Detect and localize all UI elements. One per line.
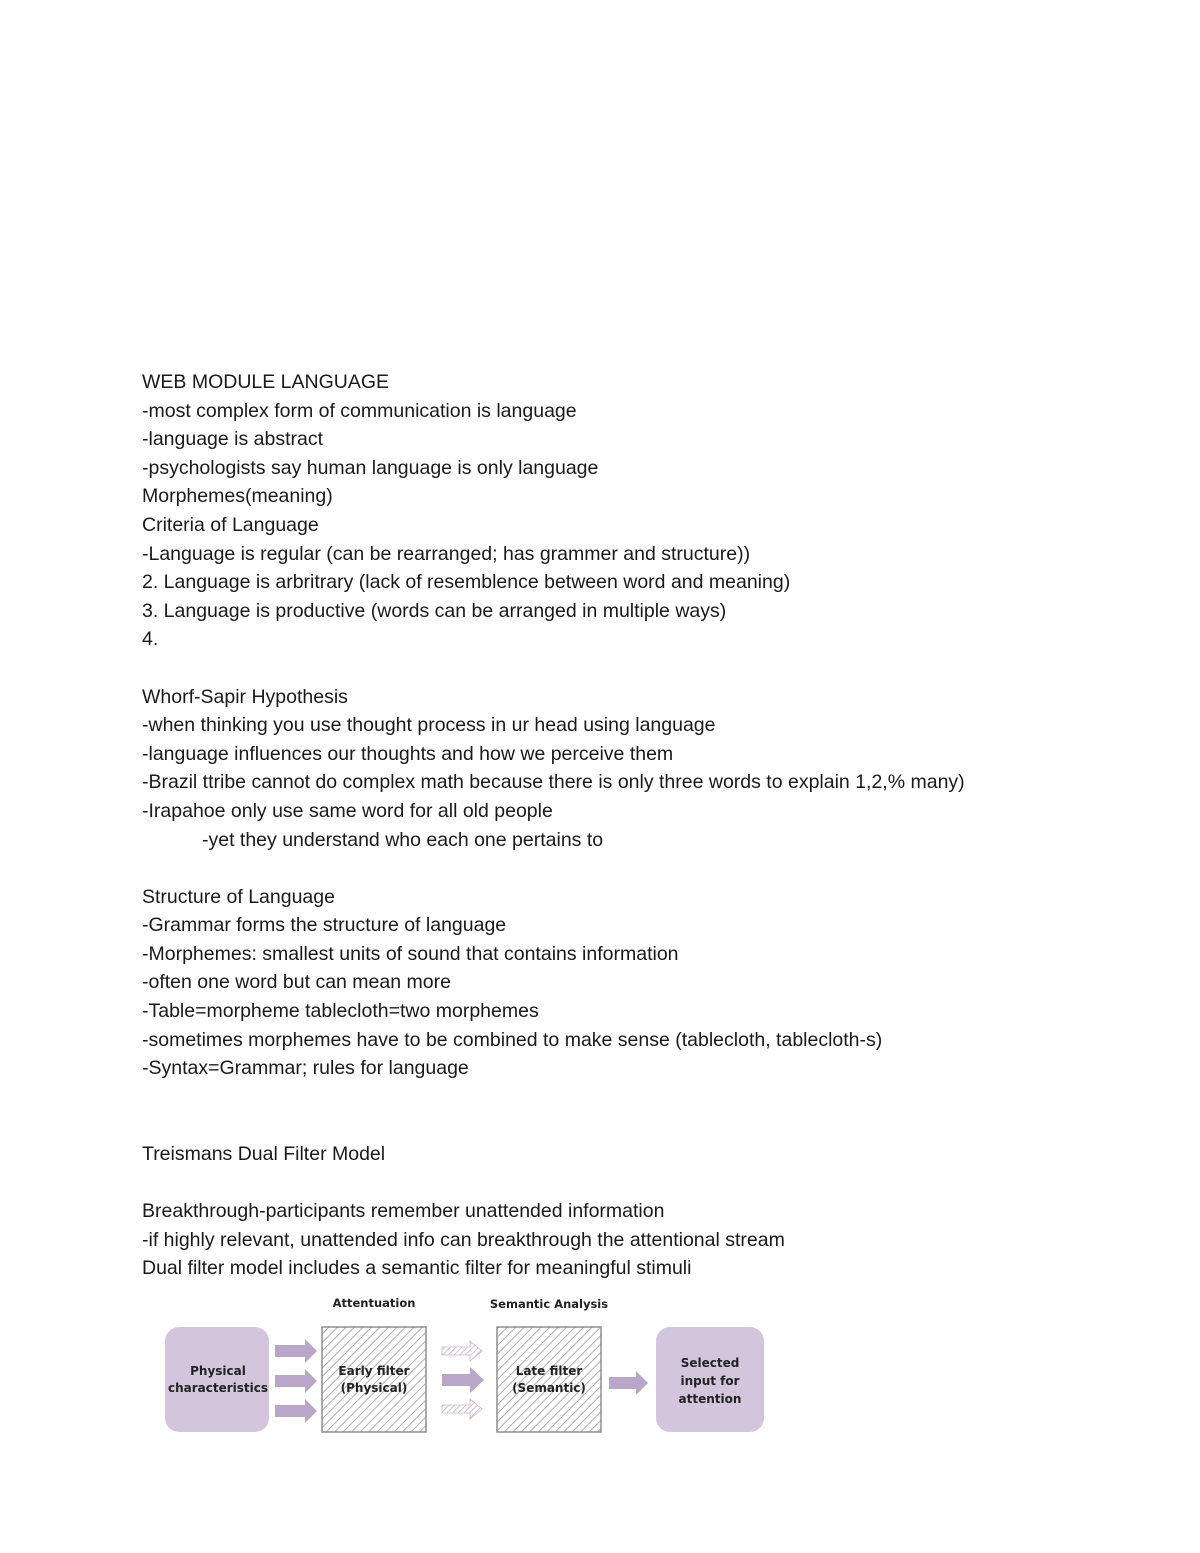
- box-physical-characteristics: [165, 1327, 269, 1432]
- arrow-attenuated-icon: [442, 1341, 482, 1361]
- arrow-right-icon: [275, 1339, 317, 1363]
- note-line: -Syntax=Grammar; rules for language: [142, 1057, 469, 1080]
- dual-filter-svg: [162, 1290, 772, 1440]
- blank-line: [142, 1083, 1142, 1112]
- arrow-right-icon: [275, 1399, 317, 1423]
- note-line: Breakthrough-participants remember unattended information: [142, 1200, 665, 1223]
- note-line: Criteria of Language: [142, 513, 319, 536]
- note-line: -if highly relevant, unattended info can breakthrough the attentional stream: [142, 1228, 785, 1251]
- notes-title: WEB MODULE LANGUAGE: [142, 371, 390, 393]
- note-line: -Brazil ttribe cannot do complex math because there is only three words to explain 1,2,% many): [142, 771, 965, 794]
- note-line: -language influences our thoughts and how we perceive them: [142, 742, 674, 765]
- note-line: -psychologists say human language is only language: [142, 456, 599, 479]
- note-line: 2. Language is arbritrary (lack of resemblence between word and meaning): [142, 571, 791, 594]
- section-heading-whorf: Whorf-Sapir Hypothesis: [142, 685, 348, 708]
- blank-line: [142, 654, 1142, 683]
- note-line: -Table=morpheme tablecloth=two morphemes: [142, 1000, 539, 1023]
- notes-body: [142, 368, 1142, 1283]
- box1-line1: Physical: [190, 1364, 246, 1378]
- box4-line2: input for: [680, 1374, 740, 1388]
- box4-line1: Selected: [680, 1356, 740, 1370]
- box2-line2: (Physical): [340, 1381, 408, 1395]
- note-line: -when thinking you use thought process in ur head using language: [142, 714, 716, 737]
- box-late-filter: [497, 1327, 601, 1432]
- note-line: -Grammar forms the structure of language: [142, 914, 507, 937]
- note-line: Dual filter model includes a semantic filter for meaningful stimuli: [142, 1257, 692, 1280]
- blank-line: [142, 854, 1142, 883]
- note-line: -language is abstract: [142, 428, 324, 451]
- arrows-solid-group: [275, 1339, 317, 1423]
- box3-line1: Late filter: [515, 1364, 583, 1378]
- section-heading-treisman: Treismans Dual Filter Model: [142, 1143, 386, 1166]
- note-subline: -yet they understand who each one pertains to: [202, 828, 604, 851]
- label-semantic-analysis: Semantic Analysis: [489, 1297, 609, 1311]
- arrow-attenuated-icon: [442, 1399, 482, 1419]
- arrow-right-icon: [609, 1371, 648, 1395]
- note-line: 3. Language is productive (words can be arranged in multiple ways): [142, 599, 727, 622]
- dual-filter-diagram: [162, 1290, 772, 1440]
- blank-line: [142, 1169, 1142, 1198]
- note-line: Morphemes(meaning): [142, 485, 333, 508]
- box3-line2: (Semantic): [512, 1381, 586, 1395]
- note-line: -often one word but can mean more: [142, 971, 451, 994]
- note-line: -sometimes morphemes have to be combined to make sense (tablecloth, tablecloth-s): [142, 1028, 883, 1051]
- arrow-right-icon: [275, 1369, 317, 1393]
- label-attenuation: Attentuation: [332, 1296, 416, 1310]
- blank-line: [142, 1111, 1142, 1140]
- note-line: -Irapahoe only use same word for all old people: [142, 799, 553, 822]
- arrow-right-icon: [442, 1367, 484, 1393]
- box-early-filter: [322, 1327, 426, 1432]
- note-line: -Morphemes: smallest units of sound that contains information: [142, 942, 679, 965]
- note-line: 4.: [142, 628, 159, 651]
- section-heading-structure: Structure of Language: [142, 885, 335, 908]
- box1-line2: characteristics: [167, 1381, 269, 1395]
- note-line: -most complex form of communication is language: [142, 399, 577, 422]
- note-line: -Language is regular (can be rearranged; has grammer and structure)): [142, 542, 751, 565]
- box4-line3: attention: [678, 1392, 742, 1406]
- box2-line1: Early filter: [338, 1364, 410, 1378]
